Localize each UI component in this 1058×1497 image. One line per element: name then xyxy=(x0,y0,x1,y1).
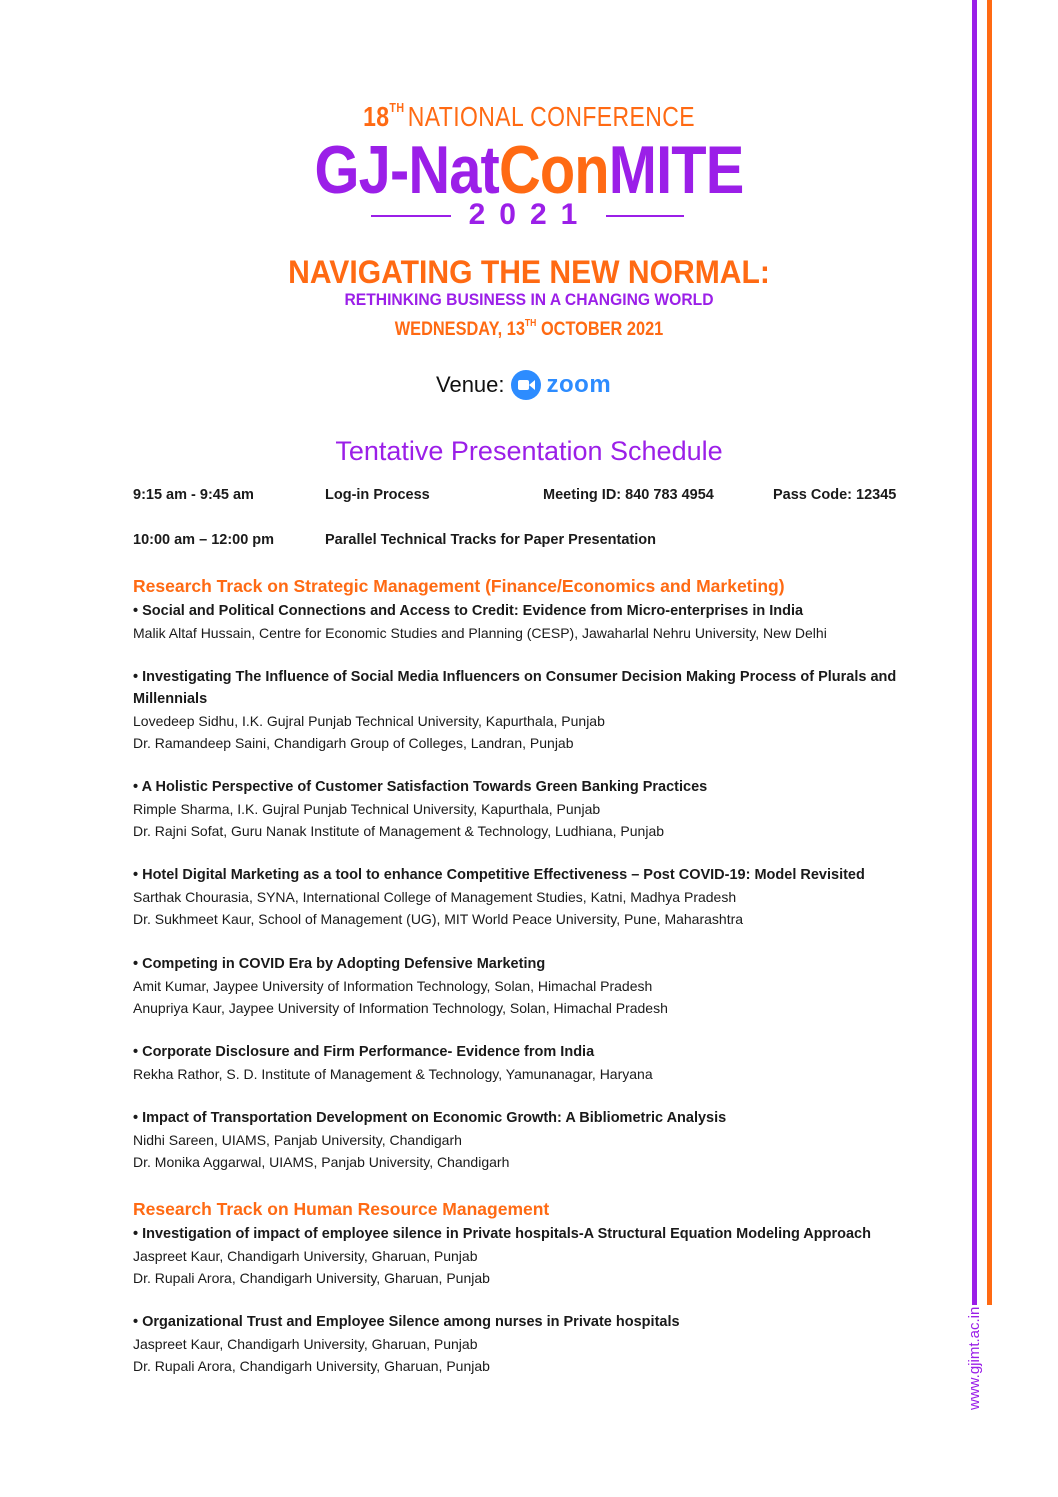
paper-author: Malik Altaf Hussain, Centre for Economic Studies and Planning (CESP), Jawaharlal Nehru University, New Delhi xyxy=(133,625,827,641)
website-url[interactable]: www.gjimt.ac.in xyxy=(966,1306,983,1410)
session-2-activity: Parallel Technical Tracks for Paper Presentation xyxy=(325,532,656,548)
track-title-hr-management: Research Track on Human Resource Management xyxy=(133,1199,550,1219)
paper-author: Rimple Sharma, I.K. Gujral Punjab Technical University, Kapurthala, Punjab xyxy=(133,801,601,817)
session-1-time: 9:15 am - 9:45 am xyxy=(133,487,254,503)
paper-author: Dr. Rupali Arora, Chandigarh University, Gharuan, Punjab xyxy=(133,1358,490,1374)
date-suffix: TH xyxy=(524,318,537,329)
paper-item xyxy=(133,1311,933,1377)
paper-title: • Competing in COVID Era by Adopting Defensive Marketing xyxy=(133,956,546,972)
paper-item xyxy=(133,1041,933,1085)
paper-author: Sarthak Chourasia, SYNA, International College of Management Studies, Katni, Madhya Pradesh xyxy=(133,889,737,905)
conference-year: 2021 xyxy=(468,198,592,231)
paper-author: Nidhi Sareen, UIAMS, Panjab University, Chandigarh xyxy=(133,1132,462,1148)
paper-item xyxy=(133,1223,933,1289)
conference-subtheme: RETHINKING BUSINESS IN A CHANGING WORLD xyxy=(344,290,714,309)
paper-title: • Hotel Digital Marketing as a tool to enhance Competitive Effectiveness – Post COVID-19: Model Revisited xyxy=(133,867,865,883)
venue xyxy=(436,368,611,402)
brand-part-3: MITE xyxy=(608,132,744,208)
paper-title: • Corporate Disclosure and Firm Performance- Evidence from India xyxy=(133,1044,595,1060)
year-banner xyxy=(0,198,1058,234)
conference-date xyxy=(74,318,984,341)
paper-title: • Investigating The Influence of Social Media Influencers on Consumer Decision Making Process of Plurals and Millennials xyxy=(133,669,897,707)
paper-author: Jaspreet Kaur, Chandigarh University, Gharuan, Punjab xyxy=(133,1336,478,1352)
conference-label: NATIONAL CONFERENCE xyxy=(407,101,695,132)
paper-title: • Social and Political Connections and Access to Credit: Evidence from Micro-enterprises in India xyxy=(133,603,804,619)
paper-item xyxy=(133,953,933,1019)
paper-author: Amit Kumar, Jaypee University of Information Technology, Solan, Himachal Pradesh xyxy=(133,978,653,994)
meeting-id: Meeting ID: 840 783 4954 xyxy=(543,487,714,503)
pass-code: Pass Code: 12345 xyxy=(773,487,897,503)
year-line-left xyxy=(371,215,451,217)
paper-item xyxy=(133,600,933,644)
paper-title: • A Holistic Perspective of Customer Satisfaction Towards Green Banking Practices xyxy=(133,779,708,795)
paper-item xyxy=(133,666,933,754)
orange-side-stripe xyxy=(987,0,992,1305)
brand-part-2: Con xyxy=(498,132,609,208)
paper-item xyxy=(133,1107,933,1173)
paper-author: Lovedeep Sidhu, I.K. Gujral Punjab Technical University, Kapurthala, Punjab xyxy=(133,713,605,729)
schedule-title: Tentative Presentation Schedule xyxy=(335,436,723,466)
paper-author: Anupriya Kaur, Jaypee University of Information Technology, Solan, Himachal Pradesh xyxy=(133,1000,668,1016)
brand-part-1: GJ-Nat xyxy=(314,132,499,208)
date-rest: OCTOBER 2021 xyxy=(536,319,664,340)
venue-label: Venue: xyxy=(436,372,505,397)
year-line-right xyxy=(606,215,684,217)
conference-brand-logo xyxy=(79,134,978,206)
paper-author: Dr. Sukhmeet Kaur, School of Management (UG), MIT World Peace University, Pune, Maharashtra xyxy=(133,911,744,927)
conference-ordinal: 18 xyxy=(363,101,390,132)
paper-author: Dr. Rupali Arora, Chandigarh University, Gharuan, Punjab xyxy=(133,1270,490,1286)
track-title-strategic-management: Research Track on Strategic Management (Finance/Economics and Marketing) xyxy=(133,576,785,596)
date-prefix: WEDNESDAY, 13 xyxy=(394,319,525,340)
zoom-wordmark: zoom xyxy=(546,371,612,398)
paper-item xyxy=(133,864,933,930)
conference-heading xyxy=(95,100,963,133)
session-1-activity: Log-in Process xyxy=(325,487,430,503)
session-2-time: 10:00 am – 12:00 pm xyxy=(133,532,275,548)
paper-title: • Impact of Transportation Development on Economic Growth: A Bibliometric Analysis xyxy=(133,1110,727,1126)
zoom-camera-icon xyxy=(511,370,541,400)
paper-title: • Organizational Trust and Employee Silence among nurses in Private hospitals xyxy=(133,1314,680,1330)
paper-author: Rekha Rathor, S. D. Institute of Management & Technology, Yamunanagar, Haryana xyxy=(133,1066,653,1082)
conference-theme: NAVIGATING THE NEW NORMAL: xyxy=(288,254,770,290)
paper-title: • Investigation of impact of employee silence in Private hospitals-A Structural Equation Modeling Approach xyxy=(133,1226,871,1242)
paper-item xyxy=(133,776,933,842)
paper-author: Jaspreet Kaur, Chandigarh University, Gharuan, Punjab xyxy=(133,1248,478,1264)
conference-ordinal-suffix: TH xyxy=(389,100,405,115)
paper-author: Dr. Ramandeep Saini, Chandigarh Group of Colleges, Landran, Punjab xyxy=(133,735,574,751)
paper-author: Dr. Monika Aggarwal, UIAMS, Panjab University, Chandigarh xyxy=(133,1154,510,1170)
paper-author: Dr. Rajni Sofat, Guru Nanak Institute of Management & Technology, Ludhiana, Punjab xyxy=(133,823,665,839)
